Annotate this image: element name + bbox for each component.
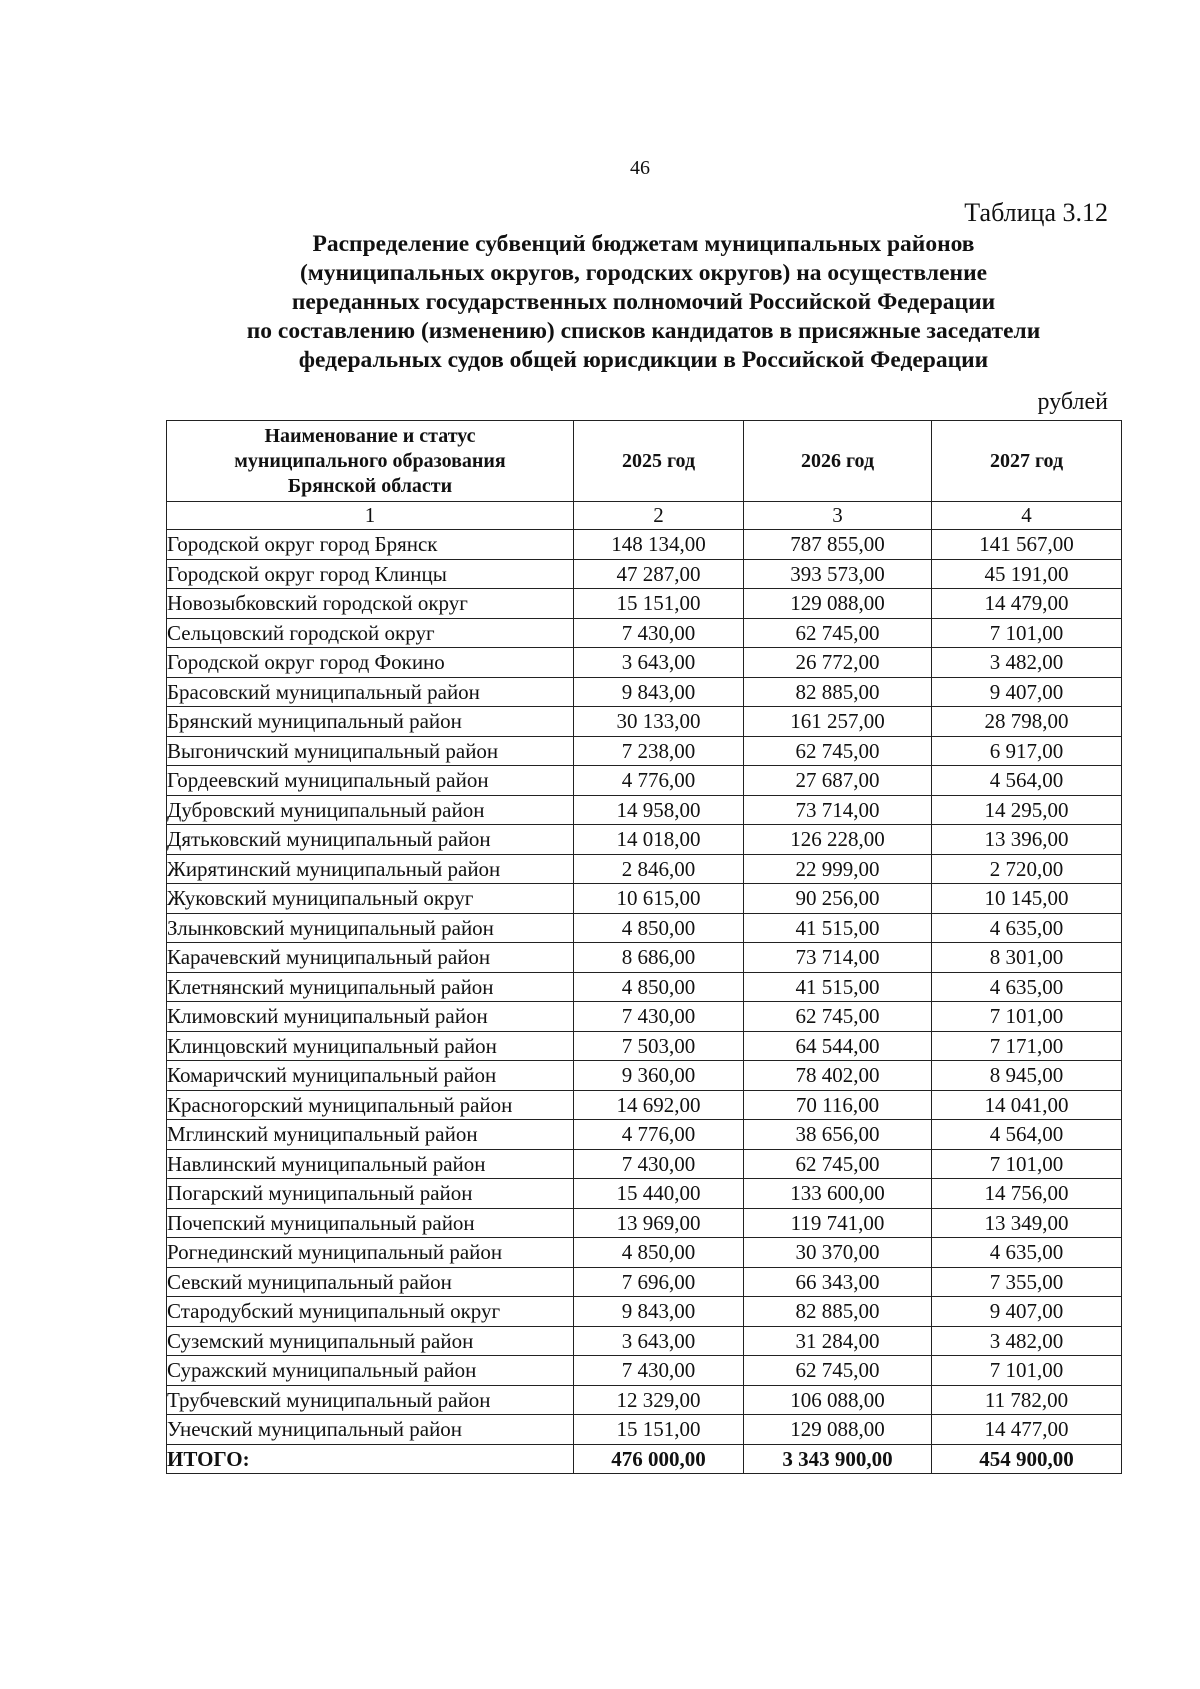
value-2026: 66 343,00	[744, 1267, 932, 1297]
value-2027: 7 355,00	[932, 1267, 1122, 1297]
value-2026: 90 256,00	[744, 884, 932, 914]
table-row	[167, 707, 1122, 737]
value-2025: 148 134,00	[574, 530, 744, 560]
district-name: Навлинский муниципальный район	[167, 1149, 574, 1179]
value-2025: 7 430,00	[574, 618, 744, 648]
district-name: Городской округ город Клинцы	[167, 559, 574, 589]
total-label: ИТОГО:	[167, 1444, 574, 1474]
district-name: Городской округ город Фокино	[167, 648, 574, 678]
column-number: 4	[932, 502, 1122, 530]
district-name: Жуковский муниципальный округ	[167, 884, 574, 914]
district-name: Красногорский муниципальный район	[167, 1090, 574, 1120]
table-row	[167, 825, 1122, 855]
table-row	[167, 1179, 1122, 1209]
value-2025: 3 643,00	[574, 648, 744, 678]
value-2025: 7 430,00	[574, 1002, 744, 1032]
value-2027: 13 349,00	[932, 1208, 1122, 1238]
value-2025: 9 843,00	[574, 677, 744, 707]
table-row	[167, 1356, 1122, 1386]
value-2026: 133 600,00	[744, 1179, 932, 1209]
column-number: 2	[574, 502, 744, 530]
table-row	[167, 1061, 1122, 1091]
value-2025: 4 850,00	[574, 1238, 744, 1268]
table-row	[167, 1120, 1122, 1150]
value-2026: 31 284,00	[744, 1326, 932, 1356]
value-2027: 14 756,00	[932, 1179, 1122, 1209]
district-name: Брасовский муниципальный район	[167, 677, 574, 707]
column-number-row	[167, 502, 1122, 530]
table-row	[167, 677, 1122, 707]
value-2027: 2 720,00	[932, 854, 1122, 884]
value-2026: 62 745,00	[744, 1002, 932, 1032]
total-row	[167, 1444, 1122, 1474]
value-2026: 62 745,00	[744, 618, 932, 648]
value-2027: 45 191,00	[932, 559, 1122, 589]
value-2026: 41 515,00	[744, 972, 932, 1002]
value-2025: 7 430,00	[574, 1149, 744, 1179]
value-2025: 15 151,00	[574, 589, 744, 619]
value-2025: 4 776,00	[574, 766, 744, 796]
column-number: 3	[744, 502, 932, 530]
table-row	[167, 1208, 1122, 1238]
value-2026: 22 999,00	[744, 854, 932, 884]
value-2027: 14 477,00	[932, 1415, 1122, 1445]
table-row	[167, 1385, 1122, 1415]
district-name: Суземский муниципальный район	[167, 1326, 574, 1356]
total-2027: 454 900,00	[932, 1444, 1122, 1474]
total-2025: 476 000,00	[574, 1444, 744, 1474]
value-2027: 4 564,00	[932, 766, 1122, 796]
title-line: (муниципальных округов, городских округов) на осуществление	[299, 260, 988, 286]
header-2027: 2027 год	[932, 421, 1122, 502]
value-2026: 126 228,00	[744, 825, 932, 855]
district-name: Выгоничский муниципальный район	[167, 736, 574, 766]
table-row	[167, 1297, 1122, 1327]
header-name-line: Брянской области	[287, 474, 453, 497]
title-line: Распределение субвенций бюджетам муниципальных районов	[312, 231, 975, 257]
value-2026: 62 745,00	[744, 1356, 932, 1386]
table-row	[167, 854, 1122, 884]
value-2027: 8 301,00	[932, 943, 1122, 973]
value-2026: 129 088,00	[744, 589, 932, 619]
district-name: Дубровский муниципальный район	[167, 795, 574, 825]
value-2026: 41 515,00	[744, 913, 932, 943]
subvention-table	[166, 420, 1122, 1474]
header-name-line: муниципального образования	[234, 449, 506, 472]
value-2027: 4 635,00	[932, 1238, 1122, 1268]
header-2025: 2025 год	[574, 421, 744, 502]
value-2026: 119 741,00	[744, 1208, 932, 1238]
value-2025: 14 018,00	[574, 825, 744, 855]
value-2025: 12 329,00	[574, 1385, 744, 1415]
district-name: Климовский муниципальный район	[167, 1002, 574, 1032]
district-name: Карачевский муниципальный район	[167, 943, 574, 973]
value-2027: 7 101,00	[932, 1356, 1122, 1386]
header-name-line: Наименование и статус	[264, 424, 476, 447]
table-row	[167, 795, 1122, 825]
district-name: Рогнединский муниципальный район	[167, 1238, 574, 1268]
value-2025: 14 958,00	[574, 795, 744, 825]
document-title	[166, 230, 1121, 375]
value-2026: 129 088,00	[744, 1415, 932, 1445]
value-2026: 38 656,00	[744, 1120, 932, 1150]
title-line: переданных государственных полномочий Российской Федерации	[291, 289, 996, 315]
table-row	[167, 972, 1122, 1002]
value-2027: 4 564,00	[932, 1120, 1122, 1150]
title-line: по составлению (изменению) списков кандидатов в присяжные заседатели	[246, 318, 1041, 344]
units-label: рублей	[1037, 389, 1108, 415]
district-name: Злынковский муниципальный район	[167, 913, 574, 943]
value-2027: 3 482,00	[932, 1326, 1122, 1356]
district-name: Клинцовский муниципальный район	[167, 1031, 574, 1061]
value-2027: 7 101,00	[932, 1002, 1122, 1032]
value-2027: 9 407,00	[932, 1297, 1122, 1327]
value-2026: 64 544,00	[744, 1031, 932, 1061]
title-line: федеральных судов общей юрисдикции в Российской Федерации	[298, 347, 989, 373]
district-name: Севский муниципальный район	[167, 1267, 574, 1297]
district-name: Городской округ город Брянск	[167, 530, 574, 560]
value-2027: 6 917,00	[932, 736, 1122, 766]
value-2026: 26 772,00	[744, 648, 932, 678]
table-row	[167, 648, 1122, 678]
table-row	[167, 1326, 1122, 1356]
value-2026: 78 402,00	[744, 1061, 932, 1091]
table-row	[167, 913, 1122, 943]
value-2025: 7 430,00	[574, 1356, 744, 1386]
value-2026: 393 573,00	[744, 559, 932, 589]
value-2027: 7 101,00	[932, 618, 1122, 648]
value-2025: 15 151,00	[574, 1415, 744, 1445]
district-name: Брянский муниципальный район	[167, 707, 574, 737]
value-2027: 14 041,00	[932, 1090, 1122, 1120]
header-row	[167, 421, 1122, 502]
table-row	[167, 736, 1122, 766]
district-name: Жирятинский муниципальный район	[167, 854, 574, 884]
page-number: 46	[630, 157, 650, 179]
district-name: Новозыбковский городской округ	[167, 589, 574, 619]
value-2027: 13 396,00	[932, 825, 1122, 855]
value-2025: 13 969,00	[574, 1208, 744, 1238]
table-label: Таблица 3.12	[964, 198, 1108, 227]
value-2025: 7 696,00	[574, 1267, 744, 1297]
district-name: Гордеевский муниципальный район	[167, 766, 574, 796]
district-name: Суражский муниципальный район	[167, 1356, 574, 1386]
value-2026: 82 885,00	[744, 1297, 932, 1327]
value-2025: 9 360,00	[574, 1061, 744, 1091]
header-2026: 2026 год	[744, 421, 932, 502]
value-2027: 4 635,00	[932, 972, 1122, 1002]
value-2025: 7 238,00	[574, 736, 744, 766]
value-2027: 4 635,00	[932, 913, 1122, 943]
table-row	[167, 1415, 1122, 1445]
district-name: Дятьковский муниципальный район	[167, 825, 574, 855]
value-2027: 141 567,00	[932, 530, 1122, 560]
total-2026: 3 343 900,00	[744, 1444, 932, 1474]
table-row	[167, 766, 1122, 796]
table-row	[167, 943, 1122, 973]
value-2026: 161 257,00	[744, 707, 932, 737]
value-2025: 2 846,00	[574, 854, 744, 884]
value-2025: 14 692,00	[574, 1090, 744, 1120]
district-name: Сельцовский городской округ	[167, 618, 574, 648]
value-2025: 15 440,00	[574, 1179, 744, 1209]
table-row	[167, 1002, 1122, 1032]
table-row	[167, 1031, 1122, 1061]
value-2027: 28 798,00	[932, 707, 1122, 737]
value-2027: 3 482,00	[932, 648, 1122, 678]
value-2027: 14 295,00	[932, 795, 1122, 825]
district-name: Стародубский муниципальный округ	[167, 1297, 574, 1327]
value-2025: 7 503,00	[574, 1031, 744, 1061]
value-2026: 62 745,00	[744, 1149, 932, 1179]
value-2027: 7 101,00	[932, 1149, 1122, 1179]
value-2025: 3 643,00	[574, 1326, 744, 1356]
header-name	[167, 421, 574, 502]
district-name: Почепский муниципальный район	[167, 1208, 574, 1238]
value-2027: 14 479,00	[932, 589, 1122, 619]
value-2026: 73 714,00	[744, 795, 932, 825]
value-2026: 70 116,00	[744, 1090, 932, 1120]
district-name: Комаричский муниципальный район	[167, 1061, 574, 1091]
district-name: Клетнянский муниципальный район	[167, 972, 574, 1002]
table-row	[167, 530, 1122, 560]
district-name: Мглинский муниципальный район	[167, 1120, 574, 1150]
value-2027: 8 945,00	[932, 1061, 1122, 1091]
table-row	[167, 618, 1122, 648]
value-2025: 4 850,00	[574, 972, 744, 1002]
value-2025: 47 287,00	[574, 559, 744, 589]
value-2026: 27 687,00	[744, 766, 932, 796]
value-2026: 73 714,00	[744, 943, 932, 973]
value-2027: 7 171,00	[932, 1031, 1122, 1061]
table-body	[167, 530, 1122, 1474]
table-row	[167, 559, 1122, 589]
table-row	[167, 1090, 1122, 1120]
value-2027: 11 782,00	[932, 1385, 1122, 1415]
value-2027: 9 407,00	[932, 677, 1122, 707]
column-number: 1	[167, 502, 574, 530]
table-row	[167, 1238, 1122, 1268]
value-2026: 106 088,00	[744, 1385, 932, 1415]
value-2027: 10 145,00	[932, 884, 1122, 914]
value-2026: 62 745,00	[744, 736, 932, 766]
value-2026: 82 885,00	[744, 677, 932, 707]
district-name: Трубчевский муниципальный район	[167, 1385, 574, 1415]
value-2025: 4 850,00	[574, 913, 744, 943]
value-2026: 787 855,00	[744, 530, 932, 560]
value-2025: 30 133,00	[574, 707, 744, 737]
value-2025: 9 843,00	[574, 1297, 744, 1327]
value-2025: 8 686,00	[574, 943, 744, 973]
table-row	[167, 589, 1122, 619]
value-2025: 4 776,00	[574, 1120, 744, 1150]
district-name: Унечский муниципальный район	[167, 1415, 574, 1445]
district-name: Погарский муниципальный район	[167, 1179, 574, 1209]
value-2025: 10 615,00	[574, 884, 744, 914]
value-2026: 30 370,00	[744, 1238, 932, 1268]
table-row	[167, 884, 1122, 914]
table-row	[167, 1267, 1122, 1297]
table-row	[167, 1149, 1122, 1179]
